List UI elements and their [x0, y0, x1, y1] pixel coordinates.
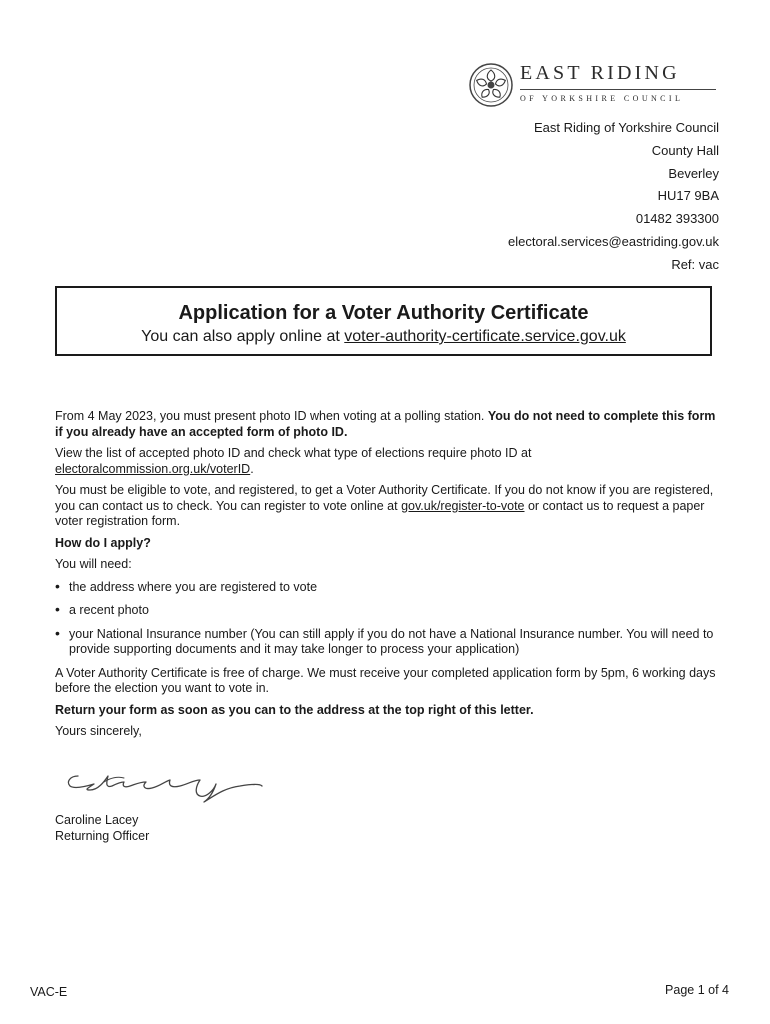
rose-emblem-icon: [468, 62, 514, 108]
address-line-org: East Riding of Yorkshire Council: [534, 120, 719, 135]
address-line-building: County Hall: [651, 142, 719, 158]
list-item: • the address where you are registered to vote: [55, 580, 717, 596]
free-of-charge-paragraph: A Voter Authority Certificate is free of charge. We must receive your completed application form by 5pm, 6 working days before the election you want to vote in.: [55, 665, 716, 695]
list-item: • a recent photo: [55, 603, 717, 619]
signature-image: [64, 760, 264, 808]
title-subtitle: [57, 327, 710, 347]
address-line-phone: 01482 393300: [635, 211, 719, 227]
council-logo: [468, 62, 720, 108]
photo-id-bold-note: You do not need to complete this form if you already have an accepted form of photo ID.: [55, 409, 716, 439]
accepted-id-end: .: [250, 461, 254, 476]
eligibility-end: or contact us to request a paper voter registration form.: [55, 498, 705, 528]
return-form-paragraph: [55, 703, 717, 719]
electoral-commission-link[interactable]: electoralcommission.org.uk/voterID: [55, 461, 251, 476]
page-title: Application for a Voter Authority Certificate: [178, 302, 589, 324]
list-item: • your National Insurance number (You can still apply if you do not have a National Insurance number. You will need to provide supporting documents and it may take longer to process your application): [55, 627, 717, 658]
council-address: [508, 117, 719, 277]
eligibility-paragraph: [55, 483, 717, 530]
address-line-postcode: HU17 9BA: [657, 188, 719, 204]
signatory-name: Caroline Lacey: [55, 813, 139, 827]
title-box: [55, 286, 712, 356]
address-line-email[interactable]: electoral.services@eastriding.gov.uk: [508, 233, 719, 249]
online-application-link[interactable]: voter-authority-certificate.service.gov.uk: [344, 328, 626, 345]
requirements-list: [55, 580, 717, 658]
eligibility-text: You must be eligible to vote, and registered, to get a Voter Authority Certificate. If you do not know if you are registered, you can contact us to check. You can register to vote online at: [55, 483, 714, 513]
address-line-ref: Ref: vac: [671, 256, 719, 272]
subtitle-prefix: You can also apply online at: [141, 328, 345, 345]
photo-id-paragraph: [55, 409, 717, 440]
address-line-town: Beverley: [668, 165, 719, 181]
accepted-id-text: View the list of accepted photo ID and check what type of elections require photo ID at: [55, 446, 532, 460]
page-number: Page 1 of 4: [665, 983, 729, 997]
photo-id-text: From 4 May 2023, you must present photo ID when voting at a polling station.: [55, 409, 488, 423]
form-code: VAC-E: [30, 985, 68, 999]
logo-subtitle: OF YORKSHIRE COUNCIL: [520, 94, 684, 103]
you-will-need: You will need:: [55, 557, 132, 571]
how-to-apply-label: How do I apply?: [55, 535, 151, 550]
how-to-apply-heading: [55, 536, 717, 552]
return-form-bold: Return your form as soon as you can to the address at the top right of this letter.: [55, 702, 534, 717]
signatory-role: Returning Officer: [55, 828, 150, 843]
logo-divider: [520, 89, 716, 90]
register-to-vote-link[interactable]: gov.uk/register-to-vote: [401, 498, 525, 513]
signatory: [55, 813, 149, 844]
closing-salutation: Yours sincerely,: [55, 724, 142, 738]
accepted-id-paragraph: [55, 446, 717, 477]
letter-body: [55, 409, 717, 746]
logo-wordmark: EAST RIDING: [520, 62, 680, 84]
